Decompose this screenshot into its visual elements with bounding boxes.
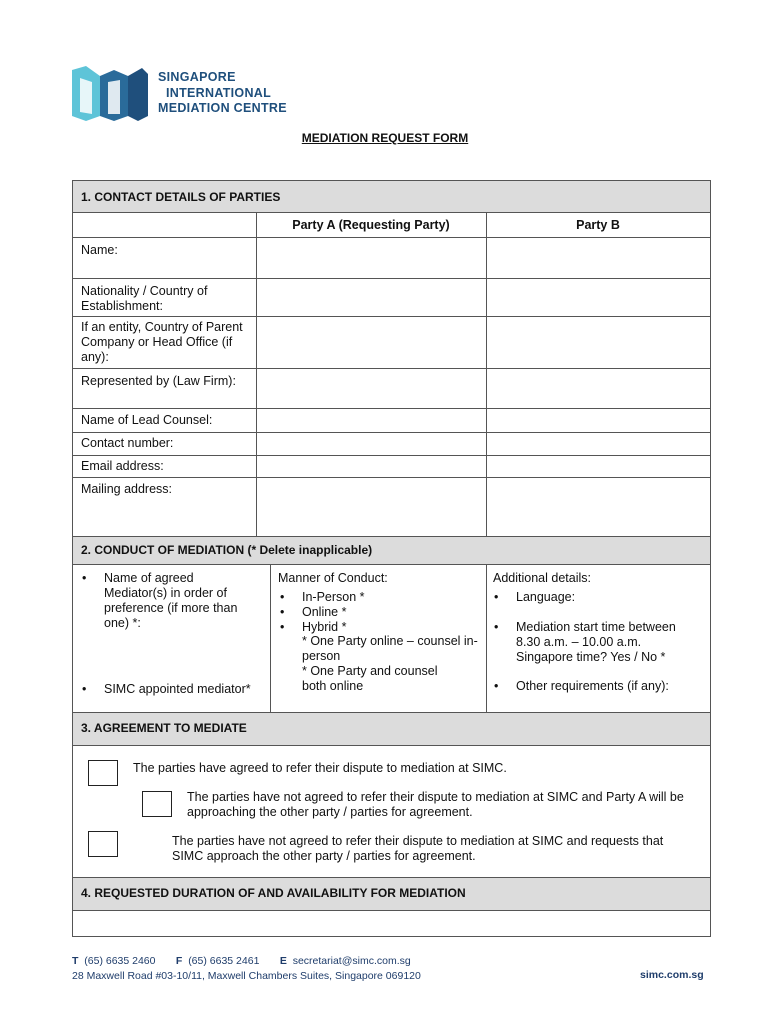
- party-a-contact-field[interactable]: [257, 433, 486, 455]
- party-a-column-header: Party A (Requesting Party): [292, 218, 450, 232]
- label-mailing-address: Mailing address:: [81, 482, 173, 496]
- org-name-line2: INTERNATIONAL: [166, 85, 272, 100]
- simc-approach-checkbox[interactable]: [88, 831, 118, 857]
- simc-approach-option-text: The parties have not agreed to refer their dispute to mediation at SIMC and requests that SIMC approach the other party / parties for agreement.: [172, 834, 664, 863]
- party-b-counsel-field[interactable]: [487, 409, 710, 432]
- party-a-approach-checkbox[interactable]: [142, 791, 172, 817]
- party-a-entity-field[interactable]: [257, 317, 486, 368]
- section1-header: 1. CONTACT DETAILS OF PARTIES: [73, 181, 710, 213]
- label-contact-number: Contact number:: [81, 436, 174, 450]
- party-a-mailing-field[interactable]: [257, 478, 486, 536]
- label-lead-counsel: Name of Lead Counsel:: [81, 413, 213, 427]
- footer-contact: [72, 954, 421, 984]
- party-b-column-header: Party B: [576, 218, 620, 232]
- label-represented: Represented by (Law Firm):: [81, 374, 236, 388]
- footer-address: 28 Maxwell Road #03-10/11, Maxwell Chambers Suites, Singapore 069120: [72, 970, 421, 982]
- fax-value: (65) 6635 2461: [188, 955, 260, 967]
- manner-of-conduct-heading: Manner of Conduct:: [278, 571, 388, 585]
- label-email: Email address:: [81, 459, 164, 473]
- agreed-checkbox[interactable]: [88, 760, 118, 786]
- party-b-nationality-field[interactable]: [487, 279, 710, 316]
- email-value[interactable]: secretariat@simc.com.sg: [292, 955, 411, 967]
- org-name-line3: MEDIATION CENTRE: [158, 101, 287, 115]
- party-a-nationality-field[interactable]: [257, 279, 486, 316]
- hybrid-sub-option-2[interactable]: * One Party and counsel both online: [302, 664, 438, 693]
- form-title: MEDIATION REQUEST FORM: [301, 131, 469, 145]
- footer-line-1: [72, 954, 421, 969]
- section2-header: 2. CONDUCT OF MEDIATION (* Delete inapplicable): [73, 537, 710, 564]
- section4-header: 4. REQUESTED DURATION OF AND AVAILABILITY FOR MEDIATION: [73, 878, 710, 910]
- fax-label: F: [175, 955, 183, 967]
- phone-value[interactable]: (65) 6635 2460: [84, 955, 156, 967]
- section3-header: 3. AGREEMENT TO MEDIATE: [73, 713, 710, 745]
- party-b-contact-field[interactable]: [487, 433, 710, 455]
- email-label: E: [279, 955, 287, 967]
- additional-details-heading: Additional details:: [493, 571, 591, 585]
- org-name: [158, 70, 287, 117]
- simc-logo-mark: [72, 66, 148, 122]
- party-a-email-field[interactable]: [257, 456, 486, 477]
- party-b-mailing-field[interactable]: [487, 478, 710, 536]
- party-b-name-field[interactable]: [487, 238, 710, 278]
- hybrid-sub-option-1[interactable]: * One Party online – counsel in-person: [302, 634, 478, 663]
- party-b-law-firm-field[interactable]: [487, 369, 710, 408]
- org-name-line1: SINGAPORE: [158, 70, 236, 84]
- website-link[interactable]: simc.com.sg: [640, 969, 704, 981]
- party-b-email-field[interactable]: [487, 456, 710, 477]
- agreed-option-text: The parties have agreed to refer their dispute to mediation at SIMC.: [133, 761, 507, 775]
- simc-logo: [72, 66, 148, 127]
- label-nationality: Nationality / Country of Establishment:: [81, 284, 208, 313]
- phone-label: T: [72, 955, 79, 967]
- party-a-approach-option-text: The parties have not agreed to refer their dispute to mediation at SIMC and Party A will be approaching the other party / parties for agreement.: [187, 790, 684, 819]
- party-a-counsel-field[interactable]: [257, 409, 486, 432]
- label-entity: If an entity, Country of Parent Company or Head Office (if any):: [81, 320, 243, 364]
- label-name: Name:: [81, 243, 118, 257]
- party-a-name-field[interactable]: [257, 238, 486, 278]
- party-b-entity-field[interactable]: [487, 317, 710, 368]
- duration-availability-field[interactable]: [73, 911, 710, 936]
- party-a-law-firm-field[interactable]: [257, 369, 486, 408]
